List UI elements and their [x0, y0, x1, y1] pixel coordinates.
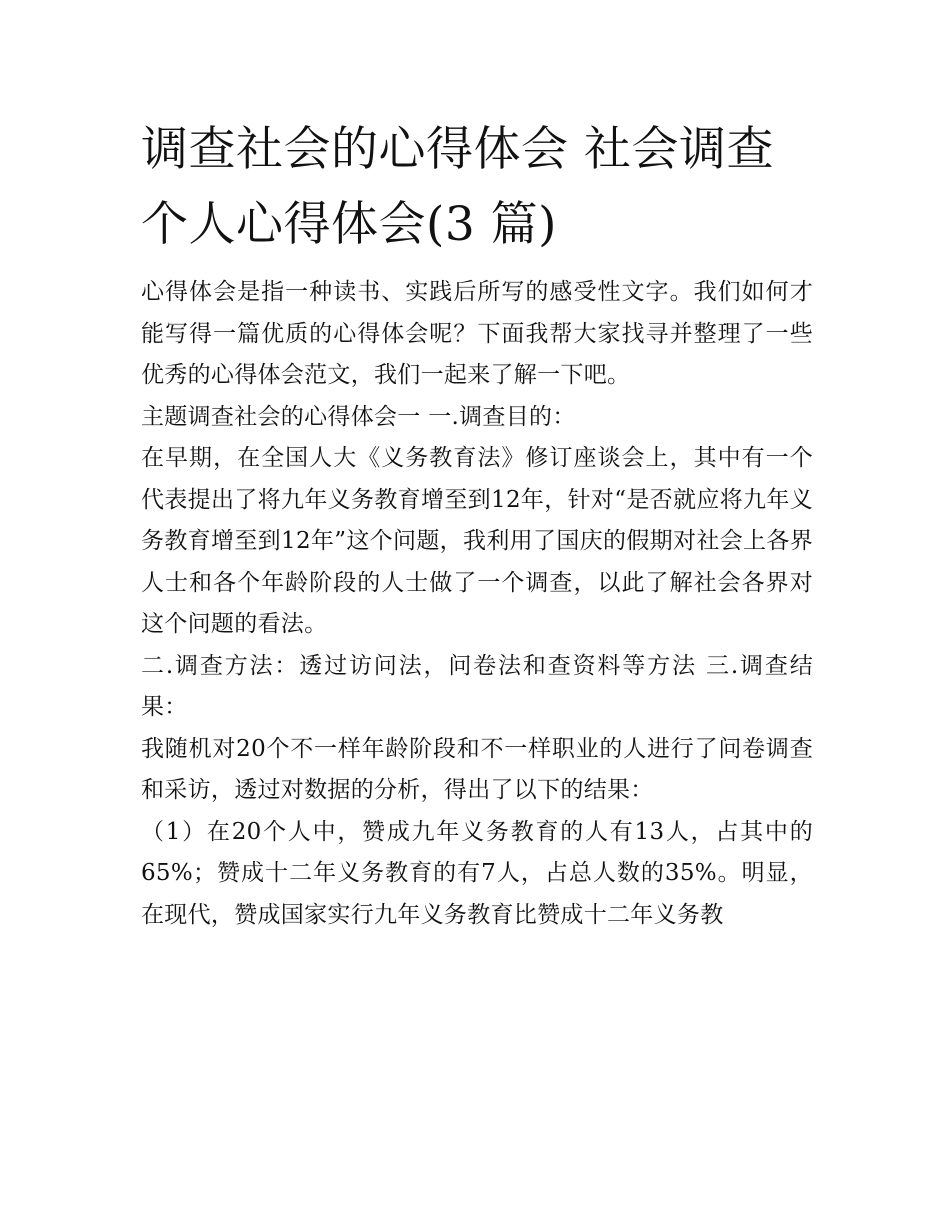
document-body — [141, 112, 813, 936]
section-heading-purpose: 主题调查社会的心得体会一 一.调查目的： — [141, 403, 576, 430]
result-paragraph: （1）在20个人中，赞成九年义务教育的人有13人，占其中的65%；赞成十二年义务教育的有7人，占总人数的35%。明显，在现代，赞成国家实行九年义务教育比赞成十二年义务教 — [141, 818, 813, 928]
survey-paragraph: 我随机对20个不一样年龄阶段和不一样职业的人进行了问卷调查和采访，透过对数据的分析，得出了以下的结果： — [141, 735, 813, 803]
method-paragraph: 二.调查方法：透过访问法，问卷法和查资料等方法 三.调查结果： — [141, 652, 813, 720]
purpose-paragraph: 在早期，在全国人大《义务教育法》修订座谈会上，其中有一个代表提出了将九年义务教育增至到12年，针对“是否就应将九年义务教育增至到12年”这个问题，我利用了国庆的假期对社会上各界人士和各个年龄阶段的人士做了一个调查，以此了解社会各界对这个问题的看法。 — [141, 445, 813, 637]
document-title: 调查社会的心得体会 社会调查个人心得体会(3 篇) — [141, 122, 774, 252]
intro-paragraph: 心得体会是指一种读书、实践后所写的感受性文字。我们如何才能写得一篇优质的心得体会呢？下面我帮大家找寻并整理了一些优秀的心得体会范文，我们一起来了解一下吧。 — [141, 279, 813, 388]
